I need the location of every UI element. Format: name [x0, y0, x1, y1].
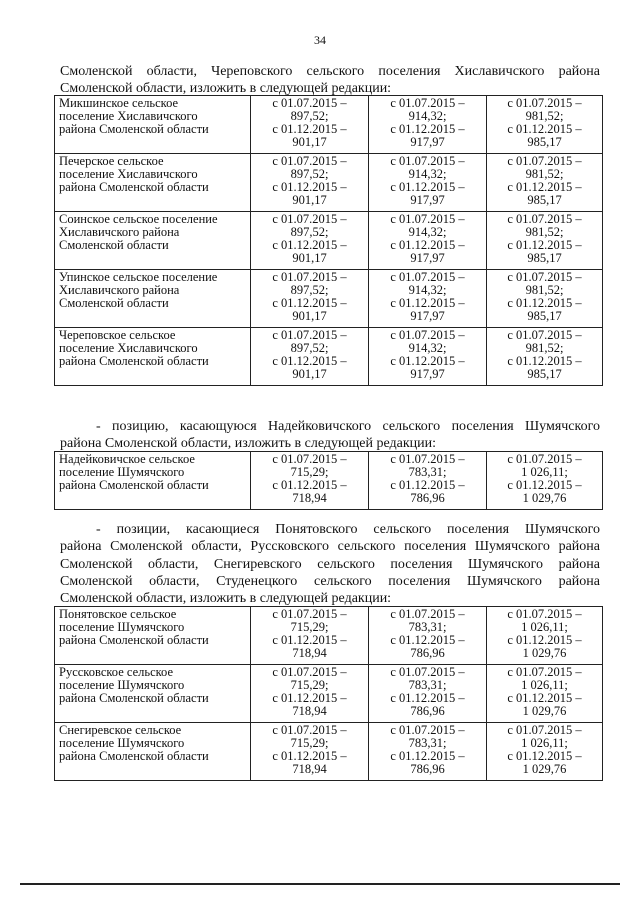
cell-line: с 01.07.2015 –	[390, 212, 465, 226]
tariff-cell-col4	[487, 452, 603, 510]
cell-line: с 01.07.2015 –	[272, 328, 347, 342]
cell-line: 985,17	[527, 193, 562, 207]
intro-line: Смоленской области, изложить в следующей редакции:	[60, 81, 392, 97]
cell-line: 715,29;	[290, 736, 329, 750]
tariff-table-nadeikovichi	[54, 451, 603, 510]
cell-line: 897,52;	[290, 341, 329, 355]
cell-line: 914,32;	[408, 341, 447, 355]
cell-line: с 01.07.2015 –	[507, 154, 582, 168]
cell-line: 917,97	[410, 309, 445, 323]
settlement-name-cell	[55, 607, 251, 665]
intro-line: Смоленской области, Череповского сельского поселения Хиславичского района	[60, 64, 600, 79]
cell-line: с 01.12.2015 –	[272, 180, 347, 194]
cell-line: поселение Хиславичского	[59, 341, 198, 355]
cell-line: с 01.07.2015 –	[272, 452, 347, 466]
paragraph-line: - позицию, касающуюся Надейковичского сельского поселения Шумячского	[96, 419, 600, 434]
cell-line: 917,97	[410, 135, 445, 149]
cell-line: поселение Шумячского	[59, 465, 185, 479]
cell-line: 914,32;	[408, 283, 447, 297]
cell-line: с 01.07.2015 –	[390, 665, 465, 679]
cell-line: поселение Хиславичского	[59, 109, 198, 123]
settlement-name-cell	[55, 96, 251, 154]
cell-line: с 01.07.2015 –	[390, 607, 465, 621]
cell-line: 897,52;	[290, 167, 329, 181]
cell-line: с 01.07.2015 –	[507, 452, 582, 466]
tariff-cell-col4	[487, 154, 603, 212]
cell-line: с 01.12.2015 –	[272, 296, 347, 310]
cell-line: с 01.12.2015 –	[390, 122, 465, 136]
cell-line: с 01.12.2015 –	[272, 354, 347, 368]
tariff-cell-col4	[487, 607, 603, 665]
cell-line: поселение Шумячского	[59, 620, 185, 634]
cell-line: с 01.07.2015 –	[507, 270, 582, 284]
cell-line: с 01.12.2015 –	[390, 296, 465, 310]
cell-line: 718,94	[292, 704, 327, 718]
cell-line: 1 026,11;	[521, 465, 568, 479]
tariff-cell-col2	[251, 96, 369, 154]
cell-line: 985,17	[527, 367, 562, 381]
cell-line: с 01.12.2015 –	[507, 122, 582, 136]
cell-line: Хиславичского района	[59, 283, 180, 297]
cell-line: с 01.12.2015 –	[390, 478, 465, 492]
table-row	[55, 452, 603, 510]
settlement-name-cell	[55, 665, 251, 723]
cell-line: с 01.07.2015 –	[507, 665, 582, 679]
cell-line: 901,17	[292, 367, 327, 381]
cell-line: 985,17	[527, 135, 562, 149]
cell-line: района Смоленской области	[59, 180, 209, 194]
cell-line: с 01.07.2015 –	[390, 154, 465, 168]
cell-line: 917,97	[410, 193, 445, 207]
cell-line: района Смоленской области	[59, 749, 209, 763]
cell-line: с 01.12.2015 –	[507, 238, 582, 252]
cell-line: 914,32;	[408, 109, 447, 123]
cell-line: 901,17	[292, 193, 327, 207]
tariff-cell-col4	[487, 665, 603, 723]
cell-line: 783,31;	[408, 678, 447, 692]
cell-line: с 01.07.2015 –	[390, 96, 465, 110]
cell-line: с 01.12.2015 –	[272, 122, 347, 136]
cell-line: 715,29;	[290, 678, 329, 692]
cell-line: 981,52;	[525, 225, 564, 239]
settlement-name-cell	[55, 723, 251, 781]
paragraph-line: Смоленской области, изложить в следующей редакции:	[60, 591, 392, 607]
cell-line: поселение Шумячского	[59, 736, 185, 750]
tariff-cell-col4	[487, 96, 603, 154]
cell-line: Смоленской области	[59, 296, 169, 310]
tariff-cell-col4	[487, 270, 603, 328]
cell-line: района Смоленской области	[59, 691, 209, 705]
paragraph-line: района Смоленской области, Руссковского сельского поселения Шумячского района	[60, 539, 600, 555]
cell-line: 718,94	[292, 762, 327, 776]
settlement-name-cell	[55, 452, 251, 510]
page-bottom-rule	[20, 883, 620, 885]
cell-line: 715,29;	[290, 465, 329, 479]
cell-line: с 01.07.2015 –	[507, 723, 582, 737]
cell-line: с 01.07.2015 –	[272, 154, 347, 168]
table-row	[55, 270, 603, 328]
cell-line: Череповское сельское	[59, 328, 176, 342]
tariff-cell-col4	[487, 212, 603, 270]
cell-line: с 01.12.2015 –	[272, 478, 347, 492]
cell-line: 1 026,11;	[521, 736, 568, 750]
tariff-cell-col2	[251, 270, 369, 328]
cell-line: 897,52;	[290, 109, 329, 123]
cell-line: с 01.12.2015 –	[507, 749, 582, 763]
cell-line: 783,31;	[408, 465, 447, 479]
tariff-cell-col4	[487, 328, 603, 386]
tariff-cell-col4	[487, 723, 603, 781]
tariff-cell-col2	[251, 723, 369, 781]
cell-line: Хиславичского района	[59, 225, 180, 239]
cell-line: с 01.12.2015 –	[272, 691, 347, 705]
tariff-cell-col3	[369, 154, 487, 212]
cell-line: с 01.12.2015 –	[507, 296, 582, 310]
settlement-name-cell	[55, 154, 251, 212]
intro-paragraph	[60, 63, 600, 98]
cell-line: района Смоленской области	[59, 478, 209, 492]
cell-line: с 01.12.2015 –	[390, 749, 465, 763]
cell-line: с 01.07.2015 –	[272, 723, 347, 737]
cell-line: с 01.07.2015 –	[390, 723, 465, 737]
cell-line: 715,29;	[290, 620, 329, 634]
tariff-cell-col2	[251, 212, 369, 270]
cell-line: 897,52;	[290, 225, 329, 239]
cell-line: 1 026,11;	[521, 620, 568, 634]
tariff-table-hislavichi	[54, 95, 603, 386]
tariff-cell-col3	[369, 723, 487, 781]
cell-line: 1 029,76	[522, 762, 567, 776]
cell-line: 985,17	[527, 309, 562, 323]
cell-line: 917,97	[410, 367, 445, 381]
cell-line: 901,17	[292, 251, 327, 265]
tariff-cell-col3	[369, 607, 487, 665]
settlement-name-cell	[55, 270, 251, 328]
cell-line: с 01.12.2015 –	[507, 633, 582, 647]
cell-line: Смоленской области	[59, 238, 169, 252]
cell-line: 783,31;	[408, 736, 447, 750]
paragraph-line: района Смоленской области, изложить в следующей редакции:	[60, 436, 436, 452]
cell-line: с 01.12.2015 –	[272, 749, 347, 763]
table-row	[55, 723, 603, 781]
cell-line: с 01.12.2015 –	[390, 180, 465, 194]
cell-line: 1 029,76	[522, 491, 567, 505]
cell-line: 981,52;	[525, 283, 564, 297]
cell-line: с 01.12.2015 –	[390, 691, 465, 705]
tariff-cell-col3	[369, 270, 487, 328]
table-row	[55, 154, 603, 212]
cell-line: с 01.12.2015 –	[507, 478, 582, 492]
cell-line: с 01.12.2015 –	[507, 691, 582, 705]
tariff-cell-col2	[251, 328, 369, 386]
cell-line: 718,94	[292, 646, 327, 660]
settlement-name-cell	[55, 212, 251, 270]
table-row	[55, 607, 603, 665]
tariff-cell-col3	[369, 452, 487, 510]
cell-line: 783,31;	[408, 620, 447, 634]
table-row	[55, 665, 603, 723]
cell-line: с 01.12.2015 –	[390, 238, 465, 252]
cell-line: района Смоленской области	[59, 633, 209, 647]
tariff-cell-col2	[251, 154, 369, 212]
cell-line: 985,17	[527, 251, 562, 265]
cell-line: с 01.07.2015 –	[272, 665, 347, 679]
cell-line: Соинское сельское поселение	[59, 212, 218, 226]
settlement-name-cell	[55, 328, 251, 386]
tariff-table-shumyachi	[54, 606, 603, 781]
cell-line: с 01.07.2015 –	[272, 212, 347, 226]
cell-line: 1 029,76	[522, 704, 567, 718]
tariff-cell-col3	[369, 328, 487, 386]
cell-line: поселение Хиславичского	[59, 167, 198, 181]
table-row	[55, 96, 603, 154]
cell-line: 914,32;	[408, 225, 447, 239]
cell-line: 786,96	[410, 704, 445, 718]
page-number: 34	[314, 33, 326, 47]
cell-line: с 01.12.2015 –	[390, 633, 465, 647]
cell-line: района Смоленской области	[59, 122, 209, 136]
cell-line: Надейковичское сельское	[59, 452, 195, 466]
cell-line: 901,17	[292, 309, 327, 323]
cell-line: с 01.12.2015 –	[390, 354, 465, 368]
cell-line: с 01.12.2015 –	[272, 633, 347, 647]
cell-line: Упинское сельское поселение	[59, 270, 218, 284]
cell-line: с 01.12.2015 –	[272, 238, 347, 252]
cell-line: 786,96	[410, 646, 445, 660]
cell-line: Микшинское сельское	[59, 96, 179, 110]
cell-line: района Смоленской области	[59, 354, 209, 368]
cell-line: 981,52;	[525, 109, 564, 123]
table-row	[55, 328, 603, 386]
tariff-cell-col2	[251, 607, 369, 665]
cell-line: с 01.07.2015 –	[507, 328, 582, 342]
cell-line: поселение Шумячского	[59, 678, 185, 692]
cell-line: 914,32;	[408, 167, 447, 181]
tariff-cell-col3	[369, 665, 487, 723]
cell-line: 786,96	[410, 491, 445, 505]
tariff-cell-col2	[251, 665, 369, 723]
paragraph-nadeikovichi	[60, 418, 600, 453]
cell-line: с 01.07.2015 –	[507, 212, 582, 226]
cell-line: с 01.07.2015 –	[272, 96, 347, 110]
cell-line: с 01.07.2015 –	[390, 270, 465, 284]
cell-line: 917,97	[410, 251, 445, 265]
cell-line: с 01.07.2015 –	[507, 96, 582, 110]
cell-line: Понятовское сельское	[59, 607, 177, 621]
cell-line: с 01.07.2015 –	[272, 270, 347, 284]
table-row	[55, 212, 603, 270]
cell-line: 1 029,76	[522, 646, 567, 660]
paragraph-shumyachi	[60, 521, 600, 607]
cell-line: 786,96	[410, 762, 445, 776]
tariff-cell-col2	[251, 452, 369, 510]
cell-line: 897,52;	[290, 283, 329, 297]
cell-line: с 01.07.2015 –	[390, 328, 465, 342]
paragraph-line: Смоленской области, Студенецкого сельского поселения Шумячского района	[60, 573, 600, 589]
cell-line: 981,52;	[525, 341, 564, 355]
cell-line: Снегиревское сельское	[59, 723, 182, 737]
cell-line: с 01.07.2015 –	[507, 607, 582, 621]
cell-line: 1 026,11;	[521, 678, 568, 692]
paragraph-line: - позиции, касающиеся Понятовского сельского поселения Шумячского	[96, 522, 600, 537]
cell-line: Руссковское сельское	[59, 665, 174, 679]
tariff-cell-col3	[369, 212, 487, 270]
cell-line: с 01.12.2015 –	[507, 180, 582, 194]
cell-line: Печерское сельское	[59, 154, 164, 168]
paragraph-line: Смоленской области, Снегиревского сельского поселения Шумячского района	[60, 556, 600, 572]
cell-line: 981,52;	[525, 167, 564, 181]
tariff-cell-col3	[369, 96, 487, 154]
cell-line: 718,94	[292, 491, 327, 505]
cell-line: 901,17	[292, 135, 327, 149]
cell-line: с 01.07.2015 –	[390, 452, 465, 466]
cell-line: с 01.07.2015 –	[272, 607, 347, 621]
cell-line: с 01.12.2015 –	[507, 354, 582, 368]
